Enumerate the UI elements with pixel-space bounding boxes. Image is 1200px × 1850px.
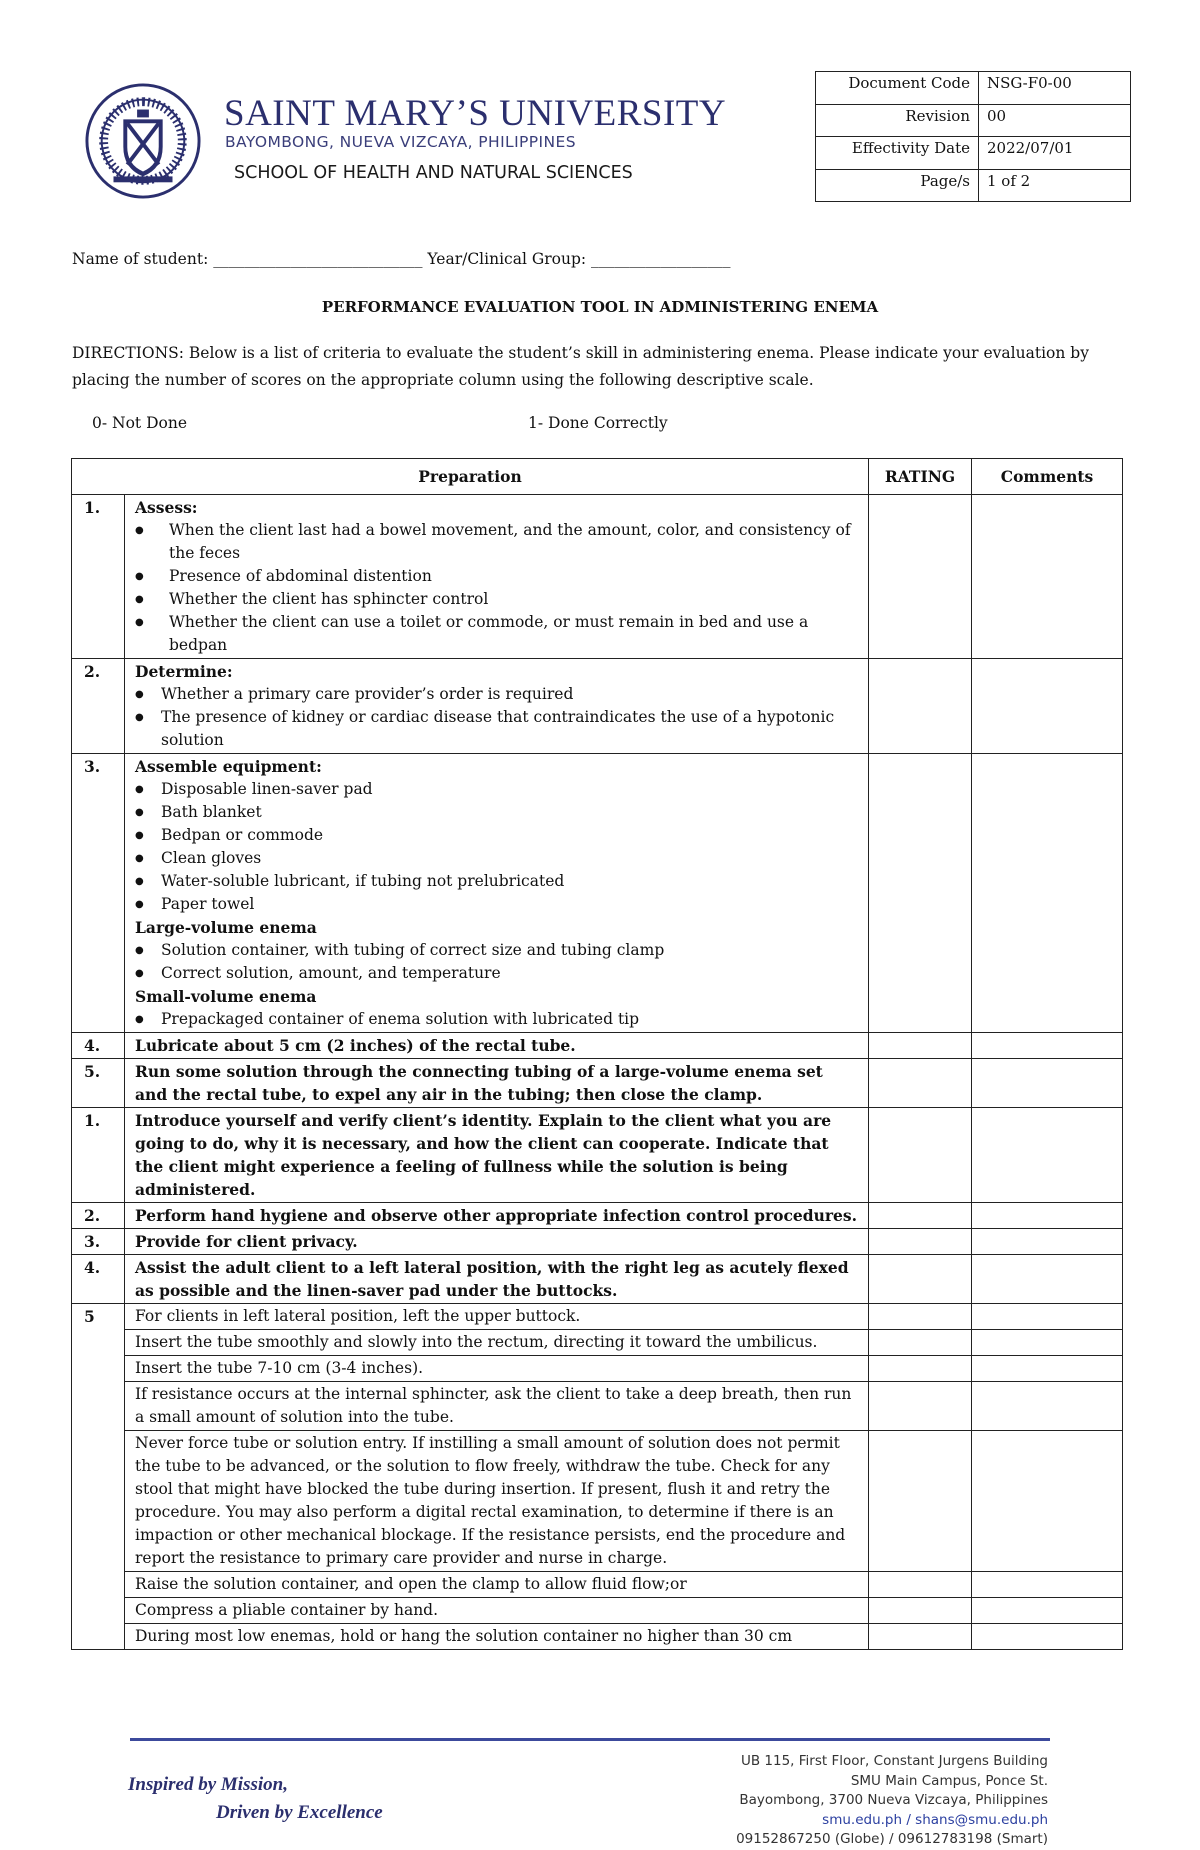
list-item: ● When the client last had a bowel movement, and the amount, color, and consistency of the feces (135, 519, 858, 565)
university-address: BAYOMBONG, NUEVA VIZCAYA, PHILIPPINES (225, 133, 576, 151)
scale-done-correctly: 1- Done Correctly (528, 414, 668, 432)
rating-cell[interactable] (869, 1356, 972, 1382)
doc-info-label: Document Code (816, 72, 979, 105)
motto-line-1: Inspired by Mission, (128, 1774, 288, 1795)
rating-cell[interactable] (869, 1033, 972, 1059)
rating-cell[interactable] (869, 1572, 972, 1598)
substep-description: Insert the tube smoothly and slowly into the rectum, directing it toward the umbilicus. (125, 1330, 869, 1356)
step-description (125, 754, 869, 1033)
step-number: 2. (72, 1203, 125, 1229)
list-item: ● Bedpan or commode (135, 824, 858, 847)
substep-description: Never force tube or solution entry. If instilling a small amount of solution does not permit the tube to be advanced, or the solution to flow freely, withdraw the tube. Check for any stool that might have blocked the tube during insertion. If present, flush it and retry the procedure. You may also perform a digital rectal examination, to determine if there is an impaction or other mechanical blockage. If the resistance persists, end the procedure and report the resistance to primary care provider and nurse in charge. (125, 1431, 869, 1572)
step-bullet-list (135, 939, 858, 985)
university-name: SAINT MARY’S UNIVERSITY (224, 93, 727, 134)
table-row (72, 1572, 1123, 1598)
step-description: Perform hand hygiene and observe other appropriate infection control procedures. (125, 1203, 869, 1229)
list-item: ● Clean gloves (135, 847, 858, 870)
step-bullet-list (135, 519, 858, 657)
contact-phone: 09152867250 (Globe) / 09612783198 (Smart) (736, 1831, 1048, 1847)
doc-info-value: 2022/07/01 (979, 137, 1131, 170)
comments-cell[interactable] (972, 1203, 1123, 1229)
list-item: ● Whether the client has sphincter control (135, 588, 858, 611)
step-number: 5 (72, 1304, 125, 1650)
table-row (72, 1624, 1123, 1650)
doc-info-value: 00 (979, 104, 1131, 137)
student-info-line: Name of student: ___________________________ Year/Clinical Group: __________________ (72, 250, 731, 268)
rating-cell[interactable] (869, 1304, 972, 1330)
header-comments: Comments (972, 459, 1123, 495)
list-item: ● Prepackaged container of enema solution with lubricated tip (135, 1008, 858, 1031)
step-bullet-list (135, 683, 858, 752)
table-row (72, 1356, 1123, 1382)
table-row (72, 1203, 1123, 1229)
step-description: Run some solution through the connecting tubing of a large-volume enema set and the rectal tube, to expel any air in the tubing; then close the clamp. (125, 1059, 869, 1108)
rating-cell[interactable] (869, 1059, 972, 1108)
doc-info-label: Revision (816, 104, 979, 137)
step-number: 5. (72, 1059, 125, 1108)
list-item: ● Water-soluble lubricant, if tubing not prelubricated (135, 870, 858, 893)
contact-block (736, 1752, 1048, 1850)
table-row (72, 1304, 1123, 1330)
table-row (72, 754, 1123, 1033)
table-row (72, 1108, 1123, 1203)
contact-line: UB 115, First Floor, Constant Jurgens Building (740, 1753, 1048, 1769)
step-number: 1. (72, 1108, 125, 1203)
step-heading: Determine: (135, 662, 233, 681)
doc-info-row (816, 137, 1131, 170)
comments-cell[interactable] (972, 1572, 1123, 1598)
table-row (72, 1059, 1123, 1108)
comments-cell[interactable] (972, 1598, 1123, 1624)
footer-divider (130, 1738, 1050, 1741)
rating-cell[interactable] (869, 1255, 972, 1304)
directions-text: DIRECTIONS: Below is a list of criteria to evaluate the student’s skill in administering enema. Please indicate your evaluation by placing the number of scores on the appropriate column using the following descriptive scale. (72, 344, 1089, 389)
substep-description: For clients in left lateral position, left the upper buttock. (125, 1304, 869, 1330)
document-title: PERFORMANCE EVALUATION TOOL IN ADMINISTERING ENEMA (321, 298, 879, 316)
step-number: 1. (72, 495, 125, 659)
table-row (72, 1431, 1123, 1572)
step-description: Provide for client privacy. (125, 1229, 869, 1255)
table-row (72, 1255, 1123, 1304)
comments-cell[interactable] (972, 1304, 1123, 1330)
step-number: 4. (72, 1033, 125, 1059)
doc-info-label: Page/s (816, 169, 979, 202)
comments-cell[interactable] (972, 1330, 1123, 1356)
step-description (125, 659, 869, 754)
substep-description: During most low enemas, hold or hang the solution container no higher than 30 cm (125, 1624, 869, 1650)
rating-cell[interactable] (869, 659, 972, 754)
table-row (72, 1598, 1123, 1624)
subheading-large-volume: Large-volume enema (135, 918, 317, 937)
step-bullet-list (135, 1008, 858, 1031)
step-description: Lubricate about 5 cm (2 inches) of the rectal tube. (125, 1033, 869, 1059)
comments-cell[interactable] (972, 1229, 1123, 1255)
list-item: ● Correct solution, amount, and temperature (135, 962, 858, 985)
list-item: ● Disposable linen-saver pad (135, 778, 858, 801)
list-item: ● The presence of kidney or cardiac disease that contraindicates the use of a hypotonic solution (135, 706, 858, 752)
evaluation-table (71, 458, 1123, 1650)
list-item: ● Paper towel (135, 893, 858, 916)
rating-cell[interactable] (869, 1382, 972, 1431)
substep-description: Compress a pliable container by hand. (125, 1598, 869, 1624)
contact-link[interactable]: smu.edu.ph / shans@smu.edu.ph (822, 1811, 1048, 1828)
rating-cell[interactable] (869, 1431, 972, 1572)
rating-cell[interactable] (869, 1598, 972, 1624)
contact-line: SMU Main Campus, Ponce St. (850, 1772, 1048, 1789)
table-row (72, 1382, 1123, 1431)
table-row (72, 495, 1123, 659)
list-item: ● Whether a primary care provider’s order is required (135, 683, 858, 706)
table-row (72, 1229, 1123, 1255)
step-heading: Assemble equipment: (135, 757, 322, 776)
rating-cell[interactable] (869, 1203, 972, 1229)
table-row (72, 659, 1123, 754)
step-description: Assist the adult client to a left lateral position, with the right leg as acutely flexed as possible and the linen-saver pad under the buttocks. (125, 1255, 869, 1304)
substep-description: Raise the solution container, and open the clamp to allow fluid flow;or (125, 1572, 869, 1598)
step-description (125, 495, 869, 659)
comments-cell[interactable] (972, 1033, 1123, 1059)
comments-cell[interactable] (972, 1624, 1123, 1650)
comments-cell[interactable] (972, 1431, 1123, 1572)
list-item: ● Bath blanket (135, 801, 858, 824)
comments-cell[interactable] (972, 1108, 1123, 1203)
comments-cell[interactable] (972, 754, 1123, 1033)
doc-info-row (816, 104, 1131, 137)
doc-info-row (816, 72, 1131, 105)
table-header-row (72, 459, 1123, 495)
contact-line: Bayombong, 3700 Nueva Vizcaya, Philippines (739, 1792, 1048, 1808)
rating-cell[interactable] (869, 1624, 972, 1650)
table-row (72, 1330, 1123, 1356)
step-number: 2. (72, 659, 125, 754)
list-item: ● Presence of abdominal distention (135, 565, 858, 588)
header-rating: RATING (869, 459, 972, 495)
list-item: ● Whether the client can use a toilet or commode, or must remain in bed and use a bedpan (135, 611, 858, 657)
step-number: 3. (72, 754, 125, 1033)
rating-cell[interactable] (869, 754, 972, 1033)
step-heading: Assess: (135, 498, 198, 517)
comments-cell[interactable] (972, 495, 1123, 659)
list-item: ● Solution container, with tubing of correct size and tubing clamp (135, 939, 858, 962)
step-number: 3. (72, 1229, 125, 1255)
header-preparation: Preparation (72, 459, 869, 495)
rating-cell[interactable] (869, 1108, 972, 1203)
rating-cell[interactable] (869, 1229, 972, 1255)
doc-info-row (816, 169, 1131, 202)
rating-cell[interactable] (869, 495, 972, 659)
substep-description: If resistance occurs at the internal sphincter, ask the client to take a deep breath, then run a small amount of solution into the tube. (125, 1382, 869, 1431)
subheading-small-volume: Small-volume enema (135, 987, 317, 1006)
substep-description: Insert the tube 7-10 cm (3-4 inches). (125, 1356, 869, 1382)
doc-info-value: NSG-F0-00 (979, 72, 1131, 105)
comments-cell[interactable] (972, 1059, 1123, 1108)
step-number: 4. (72, 1255, 125, 1304)
university-seal-logo (84, 82, 202, 200)
comments-cell[interactable] (972, 659, 1123, 754)
doc-info-label: Effectivity Date (816, 137, 979, 170)
document-info-table (815, 71, 1131, 202)
comments-cell[interactable] (972, 1356, 1123, 1382)
table-row (72, 1033, 1123, 1059)
rating-cell[interactable] (869, 1330, 972, 1356)
step-description: Introduce yourself and verify client’s identity. Explain to the client what you are going to do, why it is necessary, and how the client can cooperate. Indicate that the client might experience a feeling of fullness while the solution is being administered. (125, 1108, 869, 1203)
comments-cell[interactable] (972, 1382, 1123, 1431)
motto-line-2: Driven by Excellence (216, 1802, 383, 1823)
school-name: SCHOOL OF HEALTH AND NATURAL SCIENCES (234, 163, 633, 183)
step-bullet-list (135, 778, 858, 916)
comments-cell[interactable] (972, 1255, 1123, 1304)
doc-info-value: 1 of 2 (979, 169, 1131, 202)
scale-not-done: 0- Not Done (92, 414, 187, 432)
